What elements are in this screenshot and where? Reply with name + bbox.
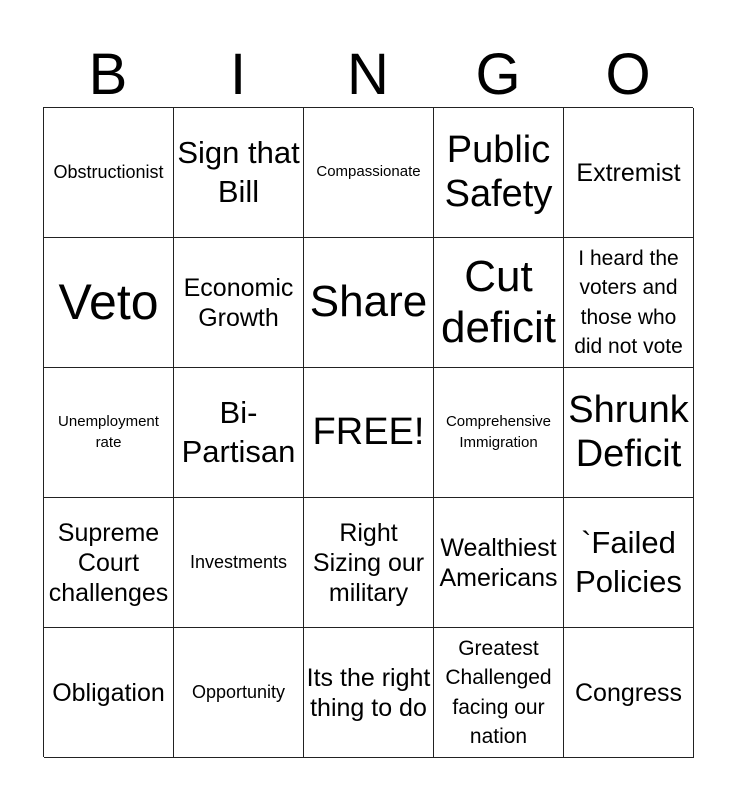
bingo-cell[interactable]: Obligation	[44, 628, 174, 758]
bingo-cell[interactable]: Compassionate	[304, 108, 434, 238]
header-letter-o: O	[605, 42, 651, 107]
bingo-board	[43, 107, 693, 757]
bingo-cell[interactable]: Economic Growth	[174, 238, 304, 368]
bingo-cell[interactable]: I heard the voters and those who did not vote	[564, 238, 694, 368]
header-letter-g: G	[475, 42, 521, 107]
bingo-cell[interactable]: Shrunk Deficit	[564, 368, 694, 498]
bingo-cell[interactable]: Greatest Challenged facing our nation	[434, 628, 564, 758]
bingo-cell[interactable]: Extremist	[564, 108, 694, 238]
bingo-cell[interactable]: Cut deficit	[434, 238, 564, 368]
bingo-cell[interactable]: Share	[304, 238, 434, 368]
bingo-cell[interactable]: Veto	[44, 238, 174, 368]
header-letter-i: I	[229, 42, 247, 107]
header-letter-n: N	[347, 42, 389, 107]
bingo-cell[interactable]: Bi-Partisan	[174, 368, 304, 498]
bingo-cell[interactable]: Public Safety	[434, 108, 564, 238]
bingo-cell[interactable]: Obstructionist	[44, 108, 174, 238]
bingo-cell[interactable]: Unemployment rate	[44, 368, 174, 498]
bingo-cell[interactable]: Comprehensive Immigration	[434, 368, 564, 498]
free-space-cell[interactable]: FREE!	[304, 368, 434, 498]
bingo-cell[interactable]: `Failed Policies	[564, 498, 694, 628]
bingo-cell[interactable]: Opportunity	[174, 628, 304, 758]
header-letter-b: B	[88, 42, 128, 107]
bingo-header	[43, 40, 693, 108]
bingo-cell[interactable]: Right Sizing our military	[304, 498, 434, 628]
bingo-cell[interactable]: Its the right thing to do	[304, 628, 434, 758]
bingo-cell[interactable]: Sign that Bill	[174, 108, 304, 238]
bingo-cell[interactable]: Investments	[174, 498, 304, 628]
bingo-cell[interactable]: Supreme Court challenges	[44, 498, 174, 628]
bingo-cell[interactable]: Congress	[564, 628, 694, 758]
bingo-cell[interactable]: Wealthiest Americans	[434, 498, 564, 628]
